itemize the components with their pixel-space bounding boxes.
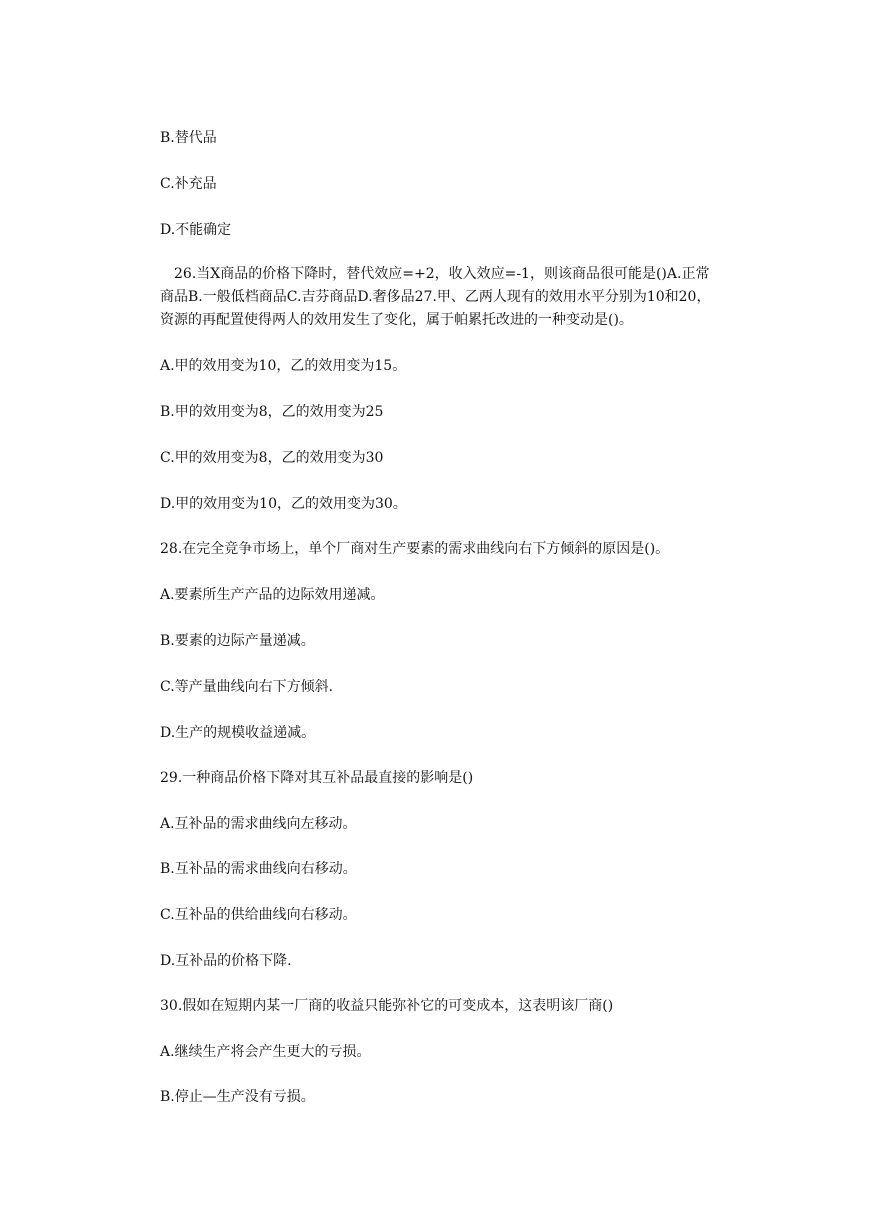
q28-option-b: B.要素的边际产量递减。 (160, 633, 315, 649)
q29-option-a: A.互补品的需求曲线向左移动。 (160, 816, 357, 832)
q27-option-c: C.甲的效用变为8，乙的效用变为30 (160, 450, 384, 466)
question-28: 28.在完全竞争市场上，单个厂商对生产要素的需求曲线向右下方倾斜的原因是()。 (160, 541, 670, 557)
q27-option-d: D.甲的效用变为10，乙的效用变为30。 (160, 496, 407, 512)
question-30: 30.假如在短期内某一厂商的收益只能弥补它的可变成本，这表明该厂商() (160, 998, 614, 1014)
q28-option-c: C.等产量曲线向右下方倾斜. (160, 679, 334, 695)
q27-option-a: A.甲的效用变为10，乙的效用变为15。 (160, 358, 407, 374)
question-26-27-paragraph (160, 263, 715, 332)
option-b-substitute: B.替代品 (160, 130, 217, 146)
option-c-supplement: C.补充品 (160, 176, 217, 192)
option-d-uncertain: D.不能确定 (160, 222, 232, 238)
q30-option-a: A.继续生产将会产生更大的亏损。 (160, 1044, 371, 1060)
q30-option-b: B.停止—生产没有亏损。 (160, 1089, 315, 1105)
question-26-line-2: 商品B.一般低档商品C.吉芬商品D.奢侈品27.甲、乙两人现有的效用水平分别为10和20， (160, 289, 711, 305)
q29-option-b: B.互补品的需求曲线向右移动。 (160, 861, 357, 877)
question-26-line-3: 资源的再配置使得两人的效用发生了变化，属于帕累托改进的一种变动是()。 (160, 312, 633, 328)
question-29: 29.一种商品价格下降对其互补品最直接的影响是() (160, 770, 474, 786)
question-26-line-1: 26.当X商品的价格下降时，替代效应=+2，收入效应=-1，则该商品很可能是()A.正常 (174, 266, 710, 282)
q28-option-d: D.生产的规模收益递减。 (160, 725, 316, 741)
q27-option-b: B.甲的效用变为8，乙的效用变为25 (160, 404, 384, 420)
q29-option-c: C.互补品的供给曲线向右移动。 (160, 907, 357, 923)
q28-option-a: A.要素所生产产品的边际效用递减。 (160, 587, 385, 603)
q29-option-d: D.互补品的价格下降. (160, 953, 292, 969)
